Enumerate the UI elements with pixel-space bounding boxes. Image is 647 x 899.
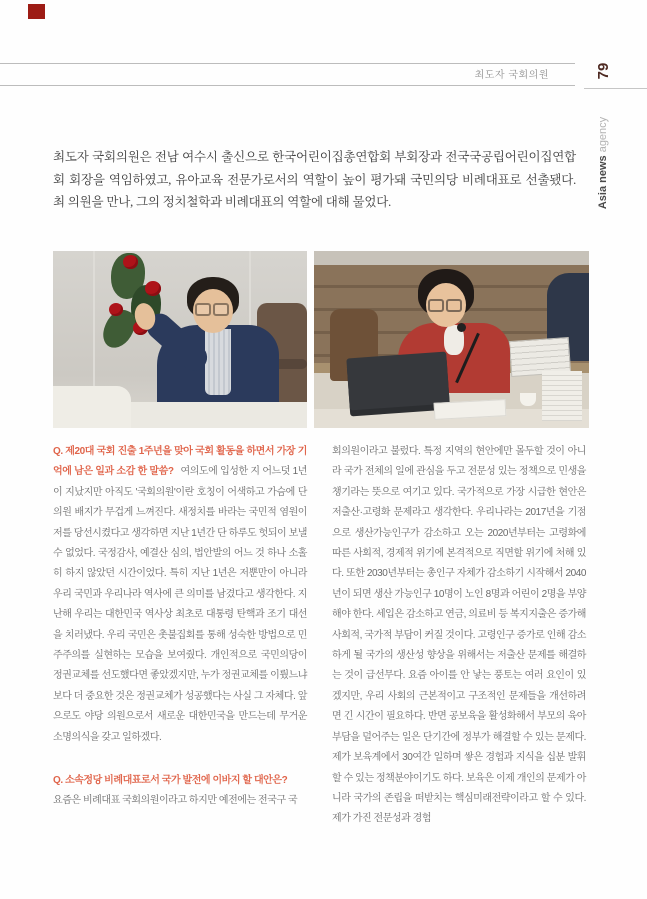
answer-2-start: 요즘은 비례대표 국회의원이라고 하지만 예전에는 전국구 국	[53, 795, 298, 807]
photo-committee-right	[314, 251, 589, 428]
glasses-left-lens	[195, 303, 211, 316]
ceiling-strip	[314, 251, 589, 265]
agency-name-bold: Asia news	[597, 155, 609, 210]
answer-2-continued: 회의원이라고 불렀다. 특정 지역의 현안에만 몰두할 것이 아니라 국가 전체의 일에 관심을 두고 전문성 있는 정책으로 민생을 챙기라는 뜻으로 여기고 있다. 국가적으로 가장 시급한 현안은 저출산·고령화 문제라고 생각한다. 우리나라는 2017년을 기점으로 생산가능인구가 감소하고 오는 2020년부터는 고령화에 따른 사회적, 경제적 위기에 본격적으로 직면할 위기에 처해 있다. 또한 2030년부터는 총인구 자체가 감소하기 시작해서 2040년이 되면 생산 가능인구 10명이 노인 8명과 어린이 2명을 부양해야 한다. 세입은 감소하고 연금, 의료비 등 복지지출은 증가해 사회적, 국가적 부담이 커질 것이다. 고령인구 증가로 인해 감소하게 될 국가의 생산성 향상을 위해서는 저출산 문제를 해결하는 것이 급선무다. 요즘 아이를 안 낳는 풍토는 여러 요인이 있겠지만, 우리 사회의 근본적이고 구조적인 문제들을 개선하려면 긴 시간이 필요하다. 반면 공보육을 활성화해서 부모의 육아부담을 덜어주는 일은 단기간에 정부가 해결할 수 있는 문제다. 제가 보육계에서 30여간 일하며 쌓은 경험과 지식을 십분 발휘할 수 있는 정책분야이기도 하다. 보육은 이제 개인의 문제가 아니라 국가의 존립을 떠받치는 핵심미래전략이라고 할 수 있다. 제가 가진 전문성과 경험	[332, 446, 586, 825]
question-1: Q. 제20대 국회 진출 1주년을 맞아 국회 활동을 하면서 가장 기억에 남은 일과 소감 한 말씀?	[53, 446, 307, 478]
article-column-left	[53, 442, 307, 748]
header-rule-bottom	[0, 85, 575, 86]
article-column-left-q2	[53, 771, 307, 812]
rose-flower	[109, 303, 123, 316]
paper-cup	[520, 393, 536, 406]
glasses-right-lens	[446, 299, 462, 312]
interviewee-shirt	[205, 329, 231, 395]
side-margin-rule	[584, 88, 647, 89]
microphone-head	[457, 323, 466, 332]
photo-interview-left	[53, 251, 307, 428]
paper-stack	[542, 371, 582, 421]
glasses-right-lens	[213, 303, 229, 316]
article-column-right	[332, 442, 586, 830]
header-rule-top	[0, 63, 575, 64]
header-section-label: 최도자 국회의원	[474, 70, 549, 81]
wall-seam	[93, 251, 95, 401]
rose-flower	[123, 255, 138, 269]
page-number: 79	[595, 62, 612, 80]
qa-block-1	[53, 442, 307, 748]
answer-1: 여의도에 입성한 지 어느덧 1년이 지났지만 아직도 '국회의원'이란 호칭이 어색하고 가슴에 단 의원 배지가 무겁게 느껴진다. 새정치를 바라는 국민적 염원이 저를 당선시켰다고 생각하면 지난 1년간 단 하루도 헛되이 보낼 수 없었다. 국정감사, 예결산 심의, 법안발의 어느 것 하나 소홀히 하지 않았던 시간이었다. 특히 지난 1년은 저뿐만이 아니라 우리 국민과 우리나라 역사에 큰 의미를 남겼다고 생각한다. 지난해 우리는 대한민국 역사상 최초로 대통령 탄핵과 조기 대선을 치러냈다. 우리 국민은 촛불집회를 통해 성숙한 방법으로 민주주의를 실현하는 모습을 보여줬다. 개인적으로 국민의당이 정권교체를 선도했다면 좋았겠지만, 누가 정권교체를 이뤘느냐보다 더 중요한 것은 정권교체가 성공했다는 사실 그 자체다. 앞으로도 야당 의원으로서 새로운 대한민국을 만드는데 무거운 소명의식을 갖고 일하겠다.	[53, 466, 307, 743]
agency-vertical-label	[596, 88, 610, 238]
agency-name-light: agency	[597, 116, 609, 156]
intro-paragraph: 최도자 국회의원은 전남 여수시 출신으로 한국어린이집총연합회 부회장과 전국국공립어린이집연합회 회장을 역임하였고, 유아교육 전문가로서의 역할이 높이 평가돼 국민의당 비례대표로 선출됐다. 최 의원을 만나, 그의 정치철학과 비례대표의 역할에 대해 물었다.	[53, 150, 576, 209]
table-cloth	[53, 386, 131, 428]
question-2: Q. 소속정당 비례대표로서 국가 발전에 이바지 할 대안은?	[53, 775, 288, 786]
rose-flower	[145, 281, 161, 296]
laptop	[346, 352, 449, 411]
corner-accent-square	[28, 4, 45, 19]
glasses-left-lens	[428, 299, 444, 312]
